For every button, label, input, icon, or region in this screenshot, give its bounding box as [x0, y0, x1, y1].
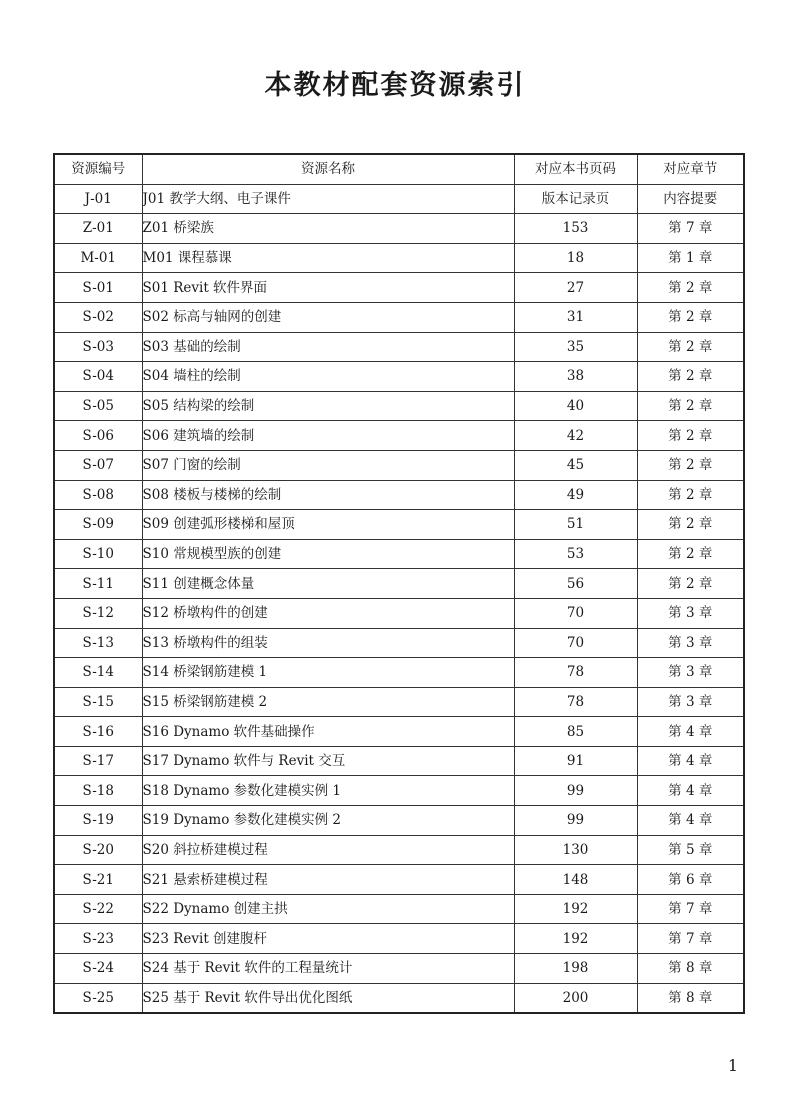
table-row	[54, 717, 744, 747]
cell-resource-id: S-21	[54, 865, 142, 895]
cell-resource-id: S-12	[54, 598, 142, 628]
cell-chapter: 第 3 章	[637, 598, 744, 628]
cell-page: 版本记录页	[514, 184, 637, 214]
cell-page: 49	[514, 480, 637, 510]
cell-page: 85	[514, 717, 637, 747]
cell-resource-name: S15 桥梁钢筋建模 2	[142, 687, 514, 717]
cell-resource-name: S14 桥梁钢筋建模 1	[142, 658, 514, 688]
cell-page: 78	[514, 658, 637, 688]
cell-page: 38	[514, 362, 637, 392]
table-row	[54, 924, 744, 954]
cell-resource-name: S02 标高与轴网的创建	[142, 302, 514, 332]
table-header-row	[54, 154, 744, 184]
table-row	[54, 569, 744, 599]
table-row	[54, 243, 744, 273]
cell-resource-name: J01 教学大纲、电子课件	[142, 184, 514, 214]
cell-chapter: 第 2 章	[637, 539, 744, 569]
cell-resource-name: S10 常规模型族的创建	[142, 539, 514, 569]
cell-chapter: 第 2 章	[637, 302, 744, 332]
resource-index-table	[53, 153, 745, 1014]
table-row	[54, 658, 744, 688]
table-row	[54, 806, 744, 836]
cell-resource-id: S-10	[54, 539, 142, 569]
page-number: 1	[727, 1056, 738, 1075]
cell-resource-name: S06 建筑墙的绘制	[142, 421, 514, 451]
cell-chapter: 第 4 章	[637, 717, 744, 747]
table-row	[54, 746, 744, 776]
cell-page: 192	[514, 894, 637, 924]
header-chapter: 对应章节	[637, 154, 744, 184]
cell-page: 70	[514, 628, 637, 658]
cell-resource-name: S21 悬索桥建模过程	[142, 865, 514, 895]
table-row	[54, 954, 744, 984]
cell-page: 78	[514, 687, 637, 717]
cell-resource-id: S-17	[54, 746, 142, 776]
cell-resource-id: S-22	[54, 894, 142, 924]
cell-resource-name: S12 桥墩构件的创建	[142, 598, 514, 628]
cell-chapter: 第 5 章	[637, 835, 744, 865]
table-row	[54, 628, 744, 658]
cell-resource-id: S-01	[54, 273, 142, 303]
cell-resource-name: S17 Dynamo 软件与 Revit 交互	[142, 746, 514, 776]
cell-resource-id: S-24	[54, 954, 142, 984]
cell-chapter: 第 2 章	[637, 421, 744, 451]
cell-resource-name: S05 结构梁的绘制	[142, 391, 514, 421]
cell-resource-name: S22 Dynamo 创建主拱	[142, 894, 514, 924]
cell-chapter: 第 3 章	[637, 658, 744, 688]
table-row	[54, 598, 744, 628]
cell-resource-name: Z01 桥梁族	[142, 214, 514, 244]
cell-resource-id: S-02	[54, 302, 142, 332]
cell-page: 35	[514, 332, 637, 362]
cell-resource-id: S-14	[54, 658, 142, 688]
cell-chapter: 第 4 章	[637, 776, 744, 806]
cell-page: 70	[514, 598, 637, 628]
cell-resource-name: S24 基于 Revit 软件的工程量统计	[142, 954, 514, 984]
cell-chapter: 第 2 章	[637, 569, 744, 599]
cell-chapter: 第 3 章	[637, 687, 744, 717]
cell-page: 56	[514, 569, 637, 599]
table-row	[54, 214, 744, 244]
cell-page: 18	[514, 243, 637, 273]
table-row	[54, 510, 744, 540]
table-row	[54, 362, 744, 392]
page-title: 本教材配套资源索引	[264, 70, 526, 101]
cell-chapter: 第 2 章	[637, 391, 744, 421]
cell-page: 42	[514, 421, 637, 451]
cell-chapter: 第 2 章	[637, 480, 744, 510]
cell-resource-name: S09 创建弧形楼梯和屋顶	[142, 510, 514, 540]
cell-resource-name: M01 课程慕课	[142, 243, 514, 273]
cell-page: 27	[514, 273, 637, 303]
cell-page: 148	[514, 865, 637, 895]
cell-resource-id: S-09	[54, 510, 142, 540]
cell-resource-id: S-19	[54, 806, 142, 836]
cell-resource-id: S-03	[54, 332, 142, 362]
cell-resource-name: S04 墙柱的绘制	[142, 362, 514, 392]
table-row	[54, 391, 744, 421]
cell-resource-name: S11 创建概念体量	[142, 569, 514, 599]
cell-resource-id: S-16	[54, 717, 142, 747]
table-row	[54, 539, 744, 569]
cell-resource-id: S-25	[54, 983, 142, 1013]
cell-chapter: 第 4 章	[637, 806, 744, 836]
cell-resource-id: S-07	[54, 450, 142, 480]
cell-chapter: 第 2 章	[637, 362, 744, 392]
cell-resource-id: S-23	[54, 924, 142, 954]
table-row	[54, 835, 744, 865]
table-row	[54, 302, 744, 332]
cell-resource-name: S23 Revit 创建腹杆	[142, 924, 514, 954]
cell-chapter: 第 8 章	[637, 954, 744, 984]
cell-chapter: 第 4 章	[637, 746, 744, 776]
table-row	[54, 865, 744, 895]
cell-page: 91	[514, 746, 637, 776]
cell-resource-id: S-20	[54, 835, 142, 865]
cell-page: 99	[514, 806, 637, 836]
table-row	[54, 983, 744, 1013]
cell-chapter: 第 2 章	[637, 273, 744, 303]
cell-resource-id: S-11	[54, 569, 142, 599]
cell-page: 153	[514, 214, 637, 244]
cell-page: 200	[514, 983, 637, 1013]
cell-page: 45	[514, 450, 637, 480]
cell-chapter: 第 3 章	[637, 628, 744, 658]
cell-chapter: 第 7 章	[637, 924, 744, 954]
table-row	[54, 332, 744, 362]
table-row	[54, 421, 744, 451]
cell-resource-name: S25 基于 Revit 软件导出优化图纸	[142, 983, 514, 1013]
cell-chapter: 第 2 章	[637, 510, 744, 540]
cell-resource-name: S07 门窗的绘制	[142, 450, 514, 480]
cell-page: 99	[514, 776, 637, 806]
table-row	[54, 450, 744, 480]
table-row	[54, 273, 744, 303]
table-row	[54, 687, 744, 717]
cell-resource-id: S-13	[54, 628, 142, 658]
cell-page: 53	[514, 539, 637, 569]
cell-resource-id: S-06	[54, 421, 142, 451]
cell-page: 31	[514, 302, 637, 332]
cell-resource-id: M-01	[54, 243, 142, 273]
cell-page: 40	[514, 391, 637, 421]
cell-resource-name: S19 Dynamo 参数化建模实例 2	[142, 806, 514, 836]
cell-resource-id: S-05	[54, 391, 142, 421]
cell-chapter: 第 1 章	[637, 243, 744, 273]
cell-resource-id: S-04	[54, 362, 142, 392]
cell-page: 130	[514, 835, 637, 865]
cell-resource-name: S20 斜拉桥建模过程	[142, 835, 514, 865]
cell-resource-name: S01 Revit 软件界面	[142, 273, 514, 303]
header-page: 对应本书页码	[514, 154, 637, 184]
table-row	[54, 894, 744, 924]
cell-chapter: 第 2 章	[637, 332, 744, 362]
cell-resource-id: S-18	[54, 776, 142, 806]
cell-chapter: 第 7 章	[637, 214, 744, 244]
cell-chapter: 第 6 章	[637, 865, 744, 895]
cell-resource-id: S-15	[54, 687, 142, 717]
header-resource-id: 资源编号	[54, 154, 142, 184]
cell-page: 198	[514, 954, 637, 984]
cell-resource-name: S13 桥墩构件的组装	[142, 628, 514, 658]
cell-chapter: 内容提要	[637, 184, 744, 214]
cell-page: 192	[514, 924, 637, 954]
header-resource-name: 资源名称	[142, 154, 514, 184]
cell-resource-id: S-08	[54, 480, 142, 510]
cell-chapter: 第 8 章	[637, 983, 744, 1013]
table-row	[54, 184, 744, 214]
cell-resource-id: J-01	[54, 184, 142, 214]
cell-chapter: 第 7 章	[637, 894, 744, 924]
table-row	[54, 776, 744, 806]
cell-resource-name: S16 Dynamo 软件基础操作	[142, 717, 514, 747]
table-row	[54, 480, 744, 510]
cell-resource-name: S03 基础的绘制	[142, 332, 514, 362]
cell-page: 51	[514, 510, 637, 540]
cell-resource-id: Z-01	[54, 214, 142, 244]
cell-chapter: 第 2 章	[637, 450, 744, 480]
cell-resource-name: S08 楼板与楼梯的绘制	[142, 480, 514, 510]
cell-resource-name: S18 Dynamo 参数化建模实例 1	[142, 776, 514, 806]
